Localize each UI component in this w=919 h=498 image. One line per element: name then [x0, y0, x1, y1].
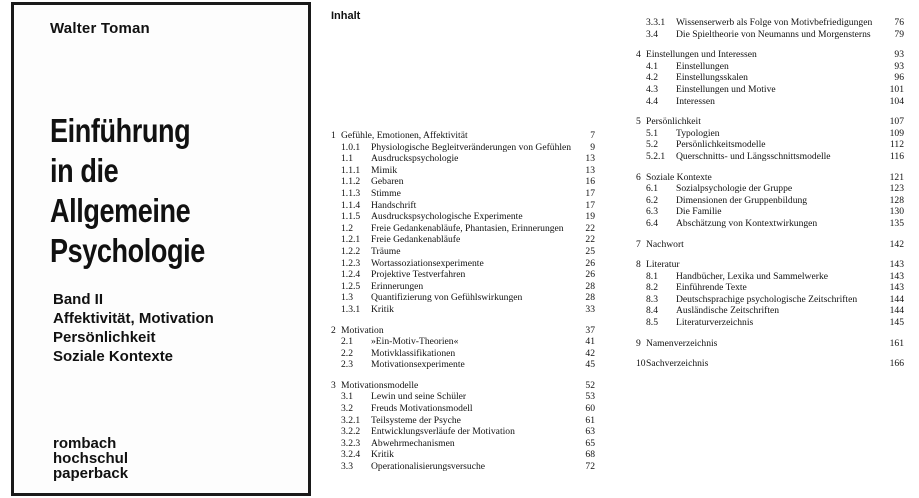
toc-entry	[636, 61, 904, 73]
toc-entry	[636, 139, 904, 151]
toc-title: Freie Gedankenabläufe	[371, 234, 461, 246]
toc-page: 93	[894, 60, 904, 72]
toc-number: 6.3	[646, 206, 658, 218]
toc-number: 8.4	[646, 305, 658, 317]
toc-entry	[331, 391, 595, 403]
toc-entry	[636, 183, 904, 195]
cover-publisher	[53, 436, 128, 481]
toc-entry	[331, 336, 595, 348]
toc-chapter	[636, 239, 904, 251]
toc-title: Einstellungen	[676, 60, 729, 72]
toc-gap	[331, 371, 595, 380]
toc-number: 5.2.1	[646, 150, 666, 162]
cover-title-line: in die	[50, 152, 119, 189]
toc-page: 93	[894, 49, 904, 61]
toc-entry	[636, 218, 904, 230]
toc-number: 1.1.1	[341, 164, 361, 176]
toc-entry	[636, 294, 904, 306]
toc-entry	[331, 246, 595, 258]
toc-page: 26	[585, 269, 595, 281]
toc-entry	[331, 292, 595, 304]
toc-number: 5.1	[646, 127, 658, 139]
toc-number: 6.4	[646, 217, 658, 229]
toc-entry	[636, 195, 904, 207]
toc-page: 166	[889, 358, 904, 370]
cover-title-line: Einführung	[50, 112, 191, 149]
toc-page: 145	[889, 317, 904, 329]
toc-page: 143	[889, 270, 904, 282]
toc-entry	[636, 305, 904, 317]
toc-page: 76	[894, 17, 904, 28]
toc-title: Deutschsprachige psychologische Zeitschriften	[676, 293, 858, 305]
toc-page: 7	[590, 130, 595, 141]
toc-title: Abwehrmechanismen	[371, 437, 455, 449]
toc-gap	[331, 316, 595, 325]
toc-title: Querschnitts- und Längsschnittsmodelle	[676, 150, 831, 162]
toc-number: 1.2.4	[341, 269, 361, 281]
toc-entry	[636, 72, 904, 84]
toc-page: 28	[585, 280, 595, 292]
toc-entry	[331, 142, 595, 154]
toc-page: 121	[889, 171, 904, 183]
toc-chapter	[636, 338, 904, 350]
toc-title: Motivklassifikationen	[371, 347, 456, 359]
toc-entry	[636, 317, 904, 329]
toc-entry	[331, 403, 595, 415]
toc-chapter	[636, 259, 904, 271]
toc-chapter	[636, 49, 904, 61]
toc-entry	[331, 426, 595, 438]
toc-title: Soziale Kontexte	[646, 171, 712, 183]
toc-number: 3.2	[341, 403, 353, 415]
toc-entry	[331, 281, 595, 293]
toc-title: Motivation	[341, 324, 384, 336]
cover-subtitle	[53, 290, 214, 366]
toc-page: 144	[889, 293, 904, 305]
toc-number: 5	[636, 116, 641, 128]
toc-title: Einführende Texte	[676, 282, 747, 294]
toc-page: 116	[889, 150, 904, 162]
toc-title: Wortassoziationsexperimente	[371, 257, 484, 269]
toc-gap	[636, 250, 904, 259]
toc-entry	[636, 84, 904, 96]
toc-number: 3.3	[341, 461, 353, 473]
toc-number: 6.2	[646, 194, 658, 206]
toc-title: Handbücher, Lexika und Sammelwerke	[676, 270, 828, 282]
toc-page: 53	[585, 391, 595, 403]
toc-chapter	[636, 172, 904, 184]
toc-gap	[636, 163, 904, 172]
toc-title: Persönlichkeit	[646, 116, 701, 128]
toc-page: 26	[585, 257, 595, 269]
toc-title: Einstellungen und Motive	[676, 83, 776, 95]
toc-number: 1	[331, 130, 336, 141]
toc-title: Kritik	[371, 449, 394, 461]
toc-number: 3.2.2	[341, 426, 361, 438]
toc-title: Entwicklungsverläufe der Motivation	[371, 426, 515, 438]
toc-entry	[636, 282, 904, 294]
toc-title: Erinnerungen	[371, 280, 424, 292]
toc-title: Motivationsmodelle	[341, 379, 419, 391]
toc-title: Mimik	[371, 164, 398, 176]
toc-number: 1.2.3	[341, 257, 361, 269]
toc-chapter	[331, 130, 595, 142]
cover-title-line: Allgemeine	[50, 192, 191, 229]
toc-page: 130	[889, 206, 904, 218]
toc-title: »Ein-Motiv-Theorien«	[371, 336, 459, 348]
toc-column-right	[636, 17, 904, 370]
toc-page: 144	[889, 305, 904, 317]
toc-gap	[636, 349, 904, 358]
toc-chapter	[636, 358, 904, 370]
toc-title: Kritik	[371, 303, 394, 315]
toc-entry	[636, 29, 904, 41]
toc-entry	[636, 151, 904, 163]
cover-subtitle-line: Soziale Kontexte	[53, 348, 174, 365]
toc-number: 7	[636, 238, 641, 250]
toc-title: Literatur	[646, 259, 680, 271]
toc-page: 104	[889, 95, 904, 107]
toc-number: 2.2	[341, 347, 353, 359]
toc-page: 68	[585, 449, 595, 461]
toc-page: 128	[889, 194, 904, 206]
toc-number: 6	[636, 171, 641, 183]
cover-title-line: Psychologie	[50, 232, 205, 269]
toc-page: 63	[585, 426, 595, 438]
toc-number: 8.3	[646, 293, 658, 305]
toc-page: 33	[585, 303, 595, 315]
toc-number: 3.1	[341, 391, 353, 403]
publisher-line: hochschul	[53, 450, 129, 467]
toc-page: 143	[889, 259, 904, 271]
toc-title: Projektive Testverfahren	[371, 269, 466, 281]
toc-number: 6.1	[646, 183, 658, 195]
toc-page: 37	[585, 324, 595, 336]
toc-page: 135	[889, 217, 904, 229]
toc-number: 2.1	[341, 336, 353, 348]
toc-entry	[331, 359, 595, 371]
toc-title: Ausdruckspsychologie	[371, 153, 459, 165]
toc-page: 17	[585, 199, 595, 211]
toc-title: Die Spieltheorie von Neumanns und Morgensterns	[676, 28, 871, 40]
toc-number: 3.2.1	[341, 414, 361, 426]
toc-page: 123	[889, 183, 904, 195]
toc-number: 9	[636, 337, 641, 349]
toc-entry	[331, 165, 595, 177]
cover-subtitle-line: Band II	[53, 291, 104, 308]
toc-title: Nachwort	[646, 238, 684, 250]
toc-title: Abschätzung von Kontextwirkungen	[676, 217, 818, 229]
toc-gap	[636, 230, 904, 239]
toc-page: 109	[889, 127, 904, 139]
toc-entry	[331, 200, 595, 212]
toc-title: Gefühle, Emotionen, Affektivität	[341, 130, 468, 141]
toc-page: 161	[889, 337, 904, 349]
toc-title: Träume	[371, 245, 401, 257]
toc-page: 22	[585, 234, 595, 246]
toc-number: 2	[331, 324, 336, 336]
toc-number: 8.5	[646, 317, 658, 329]
toc-number: 4	[636, 49, 641, 61]
toc-page: 101	[889, 83, 904, 95]
toc-page: 107	[889, 116, 904, 128]
toc-entry	[331, 415, 595, 427]
toc-title: Interessen	[676, 95, 715, 107]
toc-page: 61	[585, 414, 595, 426]
toc-page: 25	[585, 245, 595, 257]
toc-page: 65	[585, 437, 595, 449]
toc-page: 45	[585, 359, 595, 371]
toc-page: 13	[585, 164, 595, 176]
cover-subtitle-line: Persönlichkeit	[53, 329, 156, 346]
toc-page: 96	[894, 72, 904, 84]
toc-number: 1.1.5	[341, 211, 361, 223]
toc-entry	[331, 438, 595, 450]
toc-page: 52	[585, 379, 595, 391]
toc-entry	[331, 258, 595, 270]
toc-number: 1.0.1	[341, 141, 361, 153]
toc-page: 9	[590, 141, 595, 153]
toc-number: 1.2.5	[341, 280, 361, 292]
toc-title: Ausdruckspsychologische Experimente	[371, 211, 523, 223]
toc-number: 1.2.2	[341, 245, 361, 257]
toc-entry	[636, 17, 904, 29]
toc-gap	[636, 40, 904, 49]
toc-number: 4.2	[646, 72, 658, 84]
toc-column-left	[331, 130, 595, 473]
toc-number: 1.1.2	[341, 176, 361, 188]
cover-subtitle-line: Affektivität, Motivation	[53, 310, 214, 327]
toc-number: 1.1.3	[341, 187, 361, 199]
publisher-line: paperback	[53, 465, 129, 482]
toc-title: Freie Gedankenabläufe, Phantasien, Erinnerungen	[371, 222, 564, 234]
toc-title: Typologien	[676, 127, 720, 139]
toc-entry	[636, 271, 904, 283]
toc-number: 3.2.3	[341, 437, 361, 449]
toc-number: 1.1.4	[341, 199, 361, 211]
toc-number: 1.1	[341, 153, 353, 165]
toc-number: 1.3.1	[341, 303, 361, 315]
toc-page: 60	[585, 403, 595, 415]
toc-number: 8.2	[646, 282, 658, 294]
toc-title: Stimme	[371, 187, 401, 199]
toc-chapter	[331, 325, 595, 337]
toc-entry	[331, 269, 595, 281]
toc-number: 1.2.1	[341, 234, 361, 246]
toc-entry	[331, 348, 595, 360]
toc-title: Lewin und seine Schüler	[371, 391, 467, 403]
toc-title: Motivationsexperimente	[371, 359, 465, 371]
cover-author: Walter Toman	[50, 20, 150, 37]
toc-title: Einstellungsskalen	[676, 72, 748, 84]
toc-number: 8	[636, 259, 641, 271]
toc-title: Die Familie	[676, 206, 722, 218]
toc-page: 41	[585, 336, 595, 348]
toc-title: Physiologische Begleitveränderungen von Gefühlen	[371, 141, 572, 153]
toc-number: 4.3	[646, 83, 658, 95]
toc-entry	[331, 461, 595, 473]
toc-entry	[636, 96, 904, 108]
toc-title: Persönlichkeitsmodelle	[676, 139, 766, 151]
toc-page: 13	[585, 153, 595, 165]
toc-title: Literaturverzeichnis	[676, 317, 754, 329]
toc-number: 3.3.1	[646, 17, 666, 28]
toc-title: Sachverzeichnis	[646, 358, 709, 370]
toc-title: Einstellungen und Interessen	[646, 49, 757, 61]
toc-chapter	[636, 116, 904, 128]
toc-page: 28	[585, 292, 595, 304]
toc-number: 3	[331, 379, 336, 391]
toc-title: Wissenserwerb als Folge von Motivbefriedigungen	[676, 17, 873, 28]
toc-number: 1.2	[341, 222, 353, 234]
toc-number: 1.3	[341, 292, 353, 304]
toc-gap	[636, 329, 904, 338]
toc-number: 3.2.4	[341, 449, 361, 461]
toc-title: Quantifizierung von Gefühlswirkungen	[371, 292, 523, 304]
toc-entry	[331, 211, 595, 223]
toc-entry	[636, 128, 904, 140]
toc-page: 79	[894, 28, 904, 40]
toc-number: 4.4	[646, 95, 658, 107]
toc-entry	[331, 176, 595, 188]
toc-gap	[636, 107, 904, 116]
toc-title: Operationalisierungsversuche	[371, 461, 486, 473]
toc-page: 19	[585, 211, 595, 223]
toc-entry	[331, 304, 595, 316]
toc-number: 4.1	[646, 60, 658, 72]
toc-title: Handschrift	[371, 199, 417, 211]
toc-title: Gebaren	[371, 176, 404, 188]
toc-entry	[331, 188, 595, 200]
toc-page: 42	[585, 347, 595, 359]
toc-page: 112	[889, 139, 904, 151]
toc-page: 17	[585, 187, 595, 199]
toc-number: 8.1	[646, 270, 658, 282]
toc-title: Dimensionen der Gruppenbildung	[676, 194, 808, 206]
toc-number: 10	[636, 358, 646, 370]
toc-chapter	[331, 380, 595, 392]
toc-page: 22	[585, 222, 595, 234]
toc-title: Ausländische Zeitschriften	[676, 305, 780, 317]
toc-entry	[331, 223, 595, 235]
toc-title: Freuds Motivationsmodell	[371, 403, 473, 415]
toc-title: Sozialpsychologie der Gruppe	[676, 183, 793, 195]
toc-entry	[331, 153, 595, 165]
toc-page: 143	[889, 282, 904, 294]
toc-entry	[636, 206, 904, 218]
toc-number: 5.2	[646, 139, 658, 151]
toc-page: 16	[585, 176, 595, 188]
toc-entry	[331, 449, 595, 461]
toc-page: 142	[889, 238, 904, 250]
toc-title: Teilsysteme der Psyche	[371, 414, 461, 426]
toc-title: Namenverzeichnis	[646, 337, 718, 349]
toc-number: 3.4	[646, 28, 658, 40]
toc-heading: Inhalt	[331, 10, 361, 22]
toc-page: 72	[585, 461, 595, 473]
cover-title	[50, 111, 205, 271]
toc-entry	[331, 234, 595, 246]
publisher-line: rombach	[53, 435, 117, 452]
toc-number: 2.3	[341, 359, 353, 371]
